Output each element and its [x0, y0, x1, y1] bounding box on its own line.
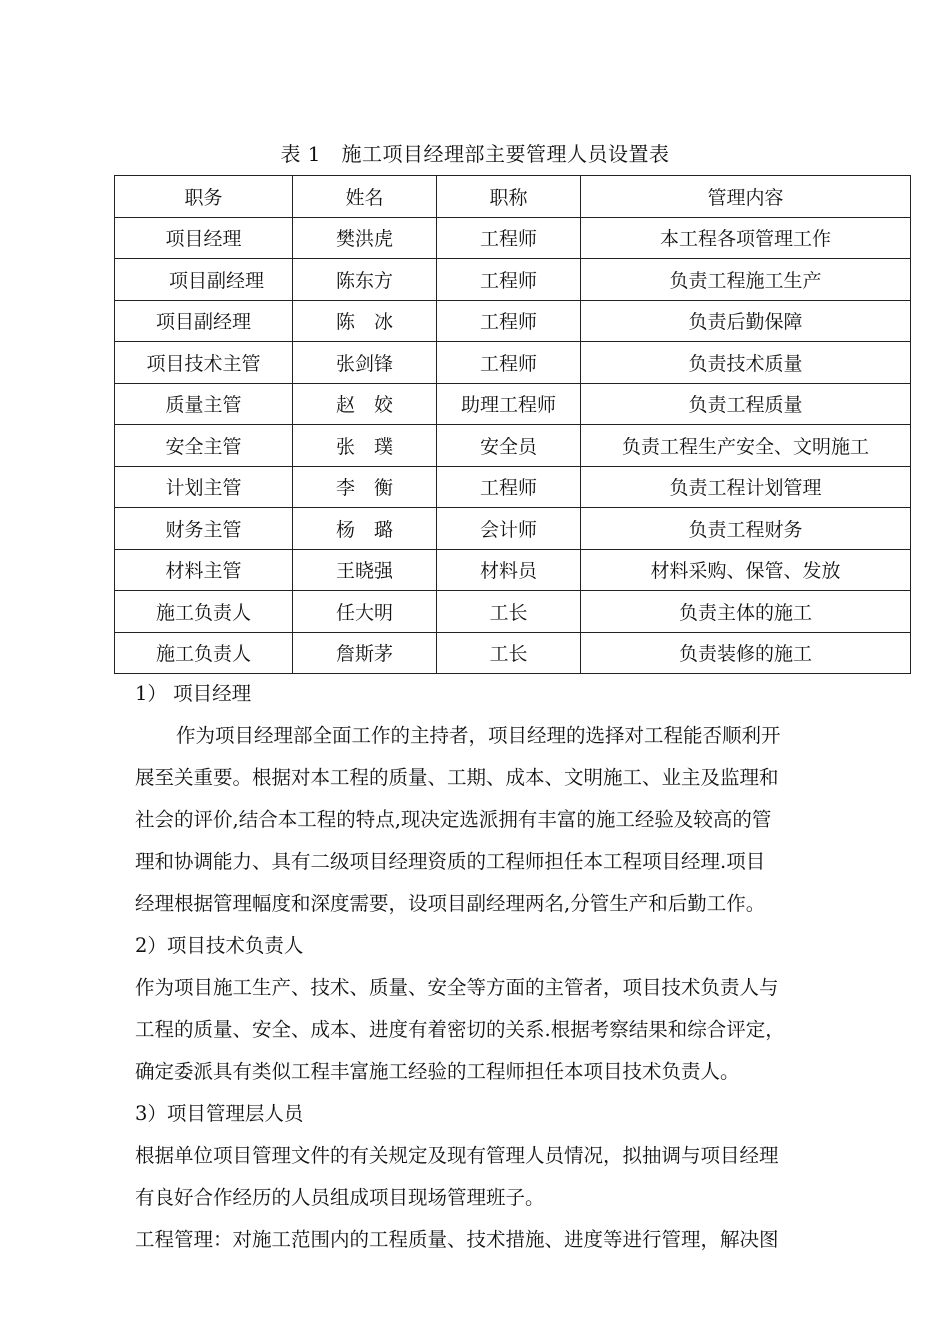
cell-duty: 负责工程生产安全、文明施工 — [581, 425, 911, 467]
cell-position: 财务主管 — [115, 508, 293, 550]
cell-duty: 本工程各项管理工作 — [581, 217, 911, 259]
cell-name: 樊洪虎 — [293, 217, 437, 259]
table-row — [115, 508, 911, 550]
paragraph-line: 作为项目经理部全面工作的主持者，项目经理的选择对工程能否顺利开 — [176, 724, 781, 747]
cell-name: 陈 冰 — [293, 300, 437, 342]
cell-position: 项目技术主管 — [115, 342, 293, 384]
cell-name: 杨 璐 — [293, 508, 437, 550]
staff-table — [114, 175, 911, 674]
paragraph-line: 作为项目施工生产、技术、质量、安全等方面的主管者，项目技术负责人与 — [135, 976, 779, 999]
paragraph-line: 根据单位项目管理文件的有关规定及现有管理人员情况，拟抽调与项目经理 — [135, 1144, 779, 1167]
table-row — [115, 425, 911, 467]
cell-duty: 负责装修的施工 — [581, 632, 911, 674]
cell-position: 质量主管 — [115, 383, 293, 425]
header-duty: 管理内容 — [581, 176, 911, 218]
cell-position: 项目副经理 — [115, 259, 293, 301]
cell-duty: 负责后勤保障 — [581, 300, 911, 342]
header-name: 姓名 — [293, 176, 437, 218]
cell-position: 施工负责人 — [115, 591, 293, 633]
cell-name: 张剑锋 — [293, 342, 437, 384]
paragraph-line: 工程的质量、安全、成本、进度有着密切的关系.根据考察结果和综合评定， — [135, 1018, 785, 1041]
table-row — [115, 383, 911, 425]
cell-duty: 材料采购、保管、发放 — [581, 549, 911, 591]
cell-title: 安全员 — [437, 425, 581, 467]
table-row — [115, 259, 911, 301]
cell-duty: 负责主体的施工 — [581, 591, 911, 633]
cell-duty: 负责技术质量 — [581, 342, 911, 384]
cell-title: 工程师 — [437, 342, 581, 384]
table-row — [115, 591, 911, 633]
cell-name: 李 衡 — [293, 466, 437, 508]
cell-title: 工程师 — [437, 300, 581, 342]
paragraph-line: 理和协调能力、具有二级项目经理资质的工程师担任本工程项目经理.项目 — [135, 850, 766, 873]
cell-position: 材料主管 — [115, 549, 293, 591]
header-title: 职称 — [437, 176, 581, 218]
table-caption: 表 1 施工项目经理部主要管理人员设置表 — [280, 142, 670, 166]
body-text — [135, 673, 860, 1261]
cell-name: 陈东方 — [293, 259, 437, 301]
cell-position: 项目经理 — [115, 217, 293, 259]
table-row — [115, 300, 911, 342]
paragraph-line: 展至关重要。根据对本工程的质量、工期、成本、文明施工、业主及监理和 — [135, 766, 779, 789]
section-heading-project-manager: 1） 项目经理 — [135, 682, 252, 705]
cell-title: 助理工程师 — [437, 383, 581, 425]
paragraph-line: 确定委派具有类似工程丰富施工经验的工程师担任本项目技术负责人。 — [135, 1060, 740, 1083]
section-heading-technical-lead: 2）项目技术负责人 — [135, 934, 304, 957]
cell-duty: 负责工程质量 — [581, 383, 911, 425]
cell-title: 工程师 — [437, 466, 581, 508]
table-header-row — [115, 176, 911, 218]
cell-position: 施工负责人 — [115, 632, 293, 674]
table-row — [115, 632, 911, 674]
cell-title: 工长 — [437, 632, 581, 674]
cell-name: 詹斯茅 — [293, 632, 437, 674]
cell-name: 赵 姣 — [293, 383, 437, 425]
cell-position: 安全主管 — [115, 425, 293, 467]
cell-position: 项目副经理 — [115, 300, 293, 342]
cell-duty: 负责工程财务 — [581, 508, 911, 550]
table-row — [115, 549, 911, 591]
cell-position: 计划主管 — [115, 466, 293, 508]
cell-duty: 负责工程计划管理 — [581, 466, 911, 508]
paragraph-line: 工程管理：对施工范围内的工程质量、技术措施、进度等进行管理，解决图 — [135, 1228, 779, 1251]
table-row — [115, 217, 911, 259]
table-row — [115, 342, 911, 384]
paragraph-line: 经理根据管理幅度和深度需要，设项目副经理两名,分管生产和后勤工作。 — [135, 892, 766, 915]
paragraph-line: 有良好合作经历的人员组成项目现场管理班子。 — [135, 1186, 545, 1209]
table-row — [115, 466, 911, 508]
cell-title: 工程师 — [437, 259, 581, 301]
header-position: 职务 — [115, 176, 293, 218]
cell-title: 工程师 — [437, 217, 581, 259]
cell-title: 工长 — [437, 591, 581, 633]
cell-name: 张 璞 — [293, 425, 437, 467]
cell-title: 材料员 — [437, 549, 581, 591]
section-heading-management-staff: 3）项目管理层人员 — [135, 1102, 304, 1125]
cell-name: 王晓强 — [293, 549, 437, 591]
cell-name: 任大明 — [293, 591, 437, 633]
cell-duty: 负责工程施工生产 — [581, 259, 911, 301]
cell-title: 会计师 — [437, 508, 581, 550]
paragraph-line: 社会的评价,结合本工程的特点,现决定选派拥有丰富的施工经验及较高的管 — [135, 808, 772, 831]
